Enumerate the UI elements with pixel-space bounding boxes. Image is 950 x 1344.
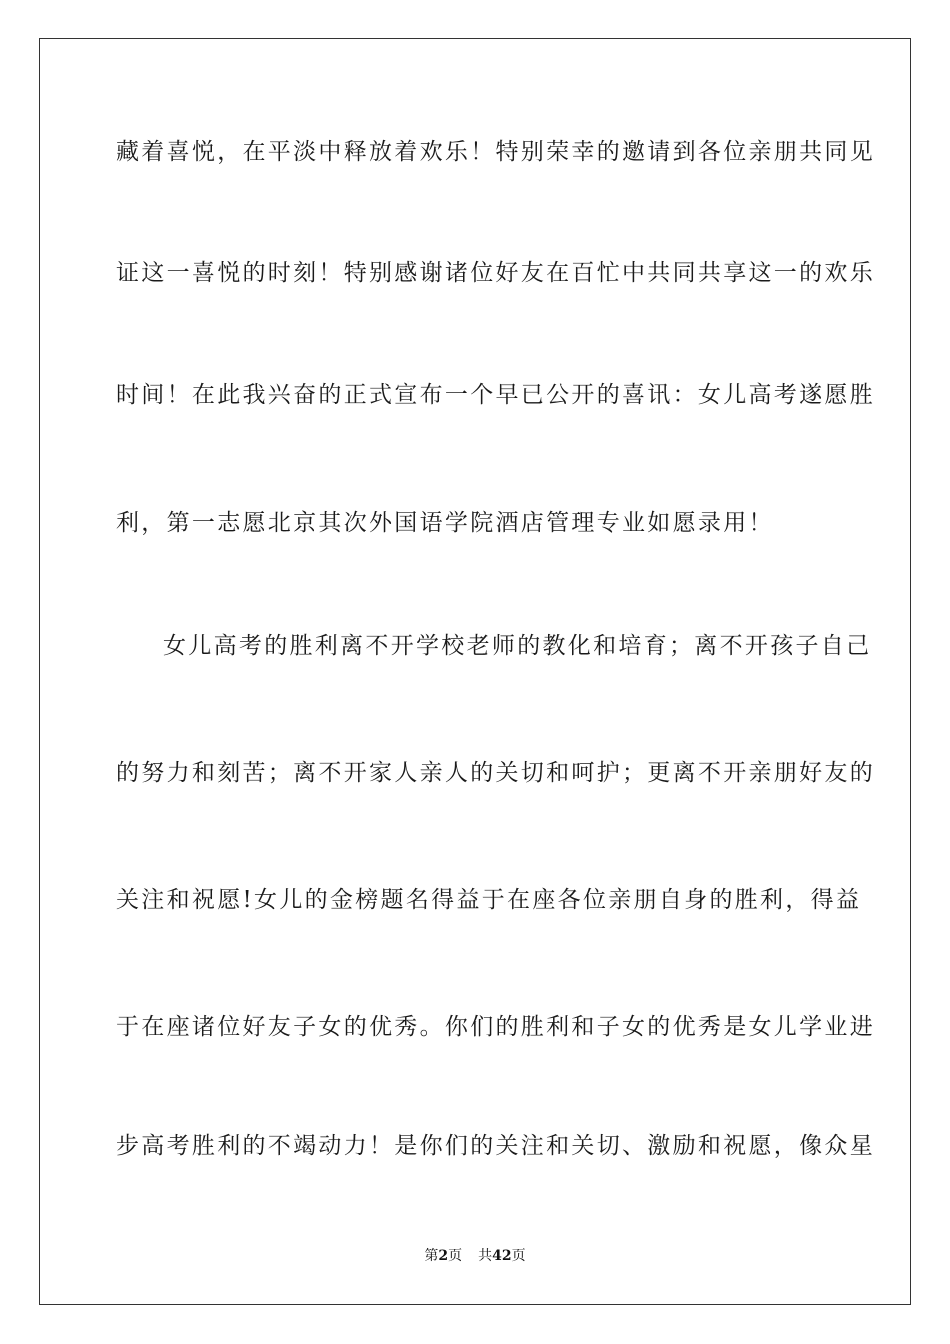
paragraph-1-line-1: 藏着喜悦，在平淡中释放着欢乐！特别荣幸的邀请到各位亲朋共同见: [116, 139, 875, 165]
page-prefix: 第: [424, 1248, 439, 1264]
page-footer: [0, 1246, 950, 1266]
page-suffix: 页: [448, 1248, 463, 1264]
paragraph-1-line-2: 证这一喜悦的时刻！特别感谢诸位好友在百忙中共同共享这一的欢乐: [116, 260, 875, 286]
total-suffix: 页: [511, 1248, 526, 1264]
paragraph-2-line-1: 女儿高考的胜利离不开学校老师的教化和培育；离不开孩子自己: [163, 633, 872, 659]
paragraph-2-line-5: 步高考胜利的不竭动力！是你们的关注和关切、激励和祝愿，像众星: [116, 1133, 875, 1159]
page-border: [39, 38, 911, 1305]
page-number: 2: [438, 1248, 449, 1264]
paragraph-2-line-2: 的努力和刻苦；离不开家人亲人的关切和呵护；更离不开亲朋好友的: [116, 760, 875, 786]
paragraph-1-line-3: 时间！在此我兴奋的正式宣布一个早已公开的喜讯：女儿高考遂愿胜: [116, 382, 875, 408]
paragraph-1-line-4: 利，第一志愿北京其次外国语学院酒店管理专业如愿录用！: [116, 510, 774, 536]
paragraph-2-line-3: 关注和祝愿!女儿的金榜题名得益于在座各位亲朋自身的胜利，得益: [116, 887, 862, 913]
total-prefix: 共: [478, 1248, 493, 1264]
paragraph-2-line-4: 于在座诸位好友子女的优秀。你们的胜利和子女的优秀是女儿学业进: [116, 1014, 875, 1040]
total-pages: 42: [492, 1248, 512, 1264]
